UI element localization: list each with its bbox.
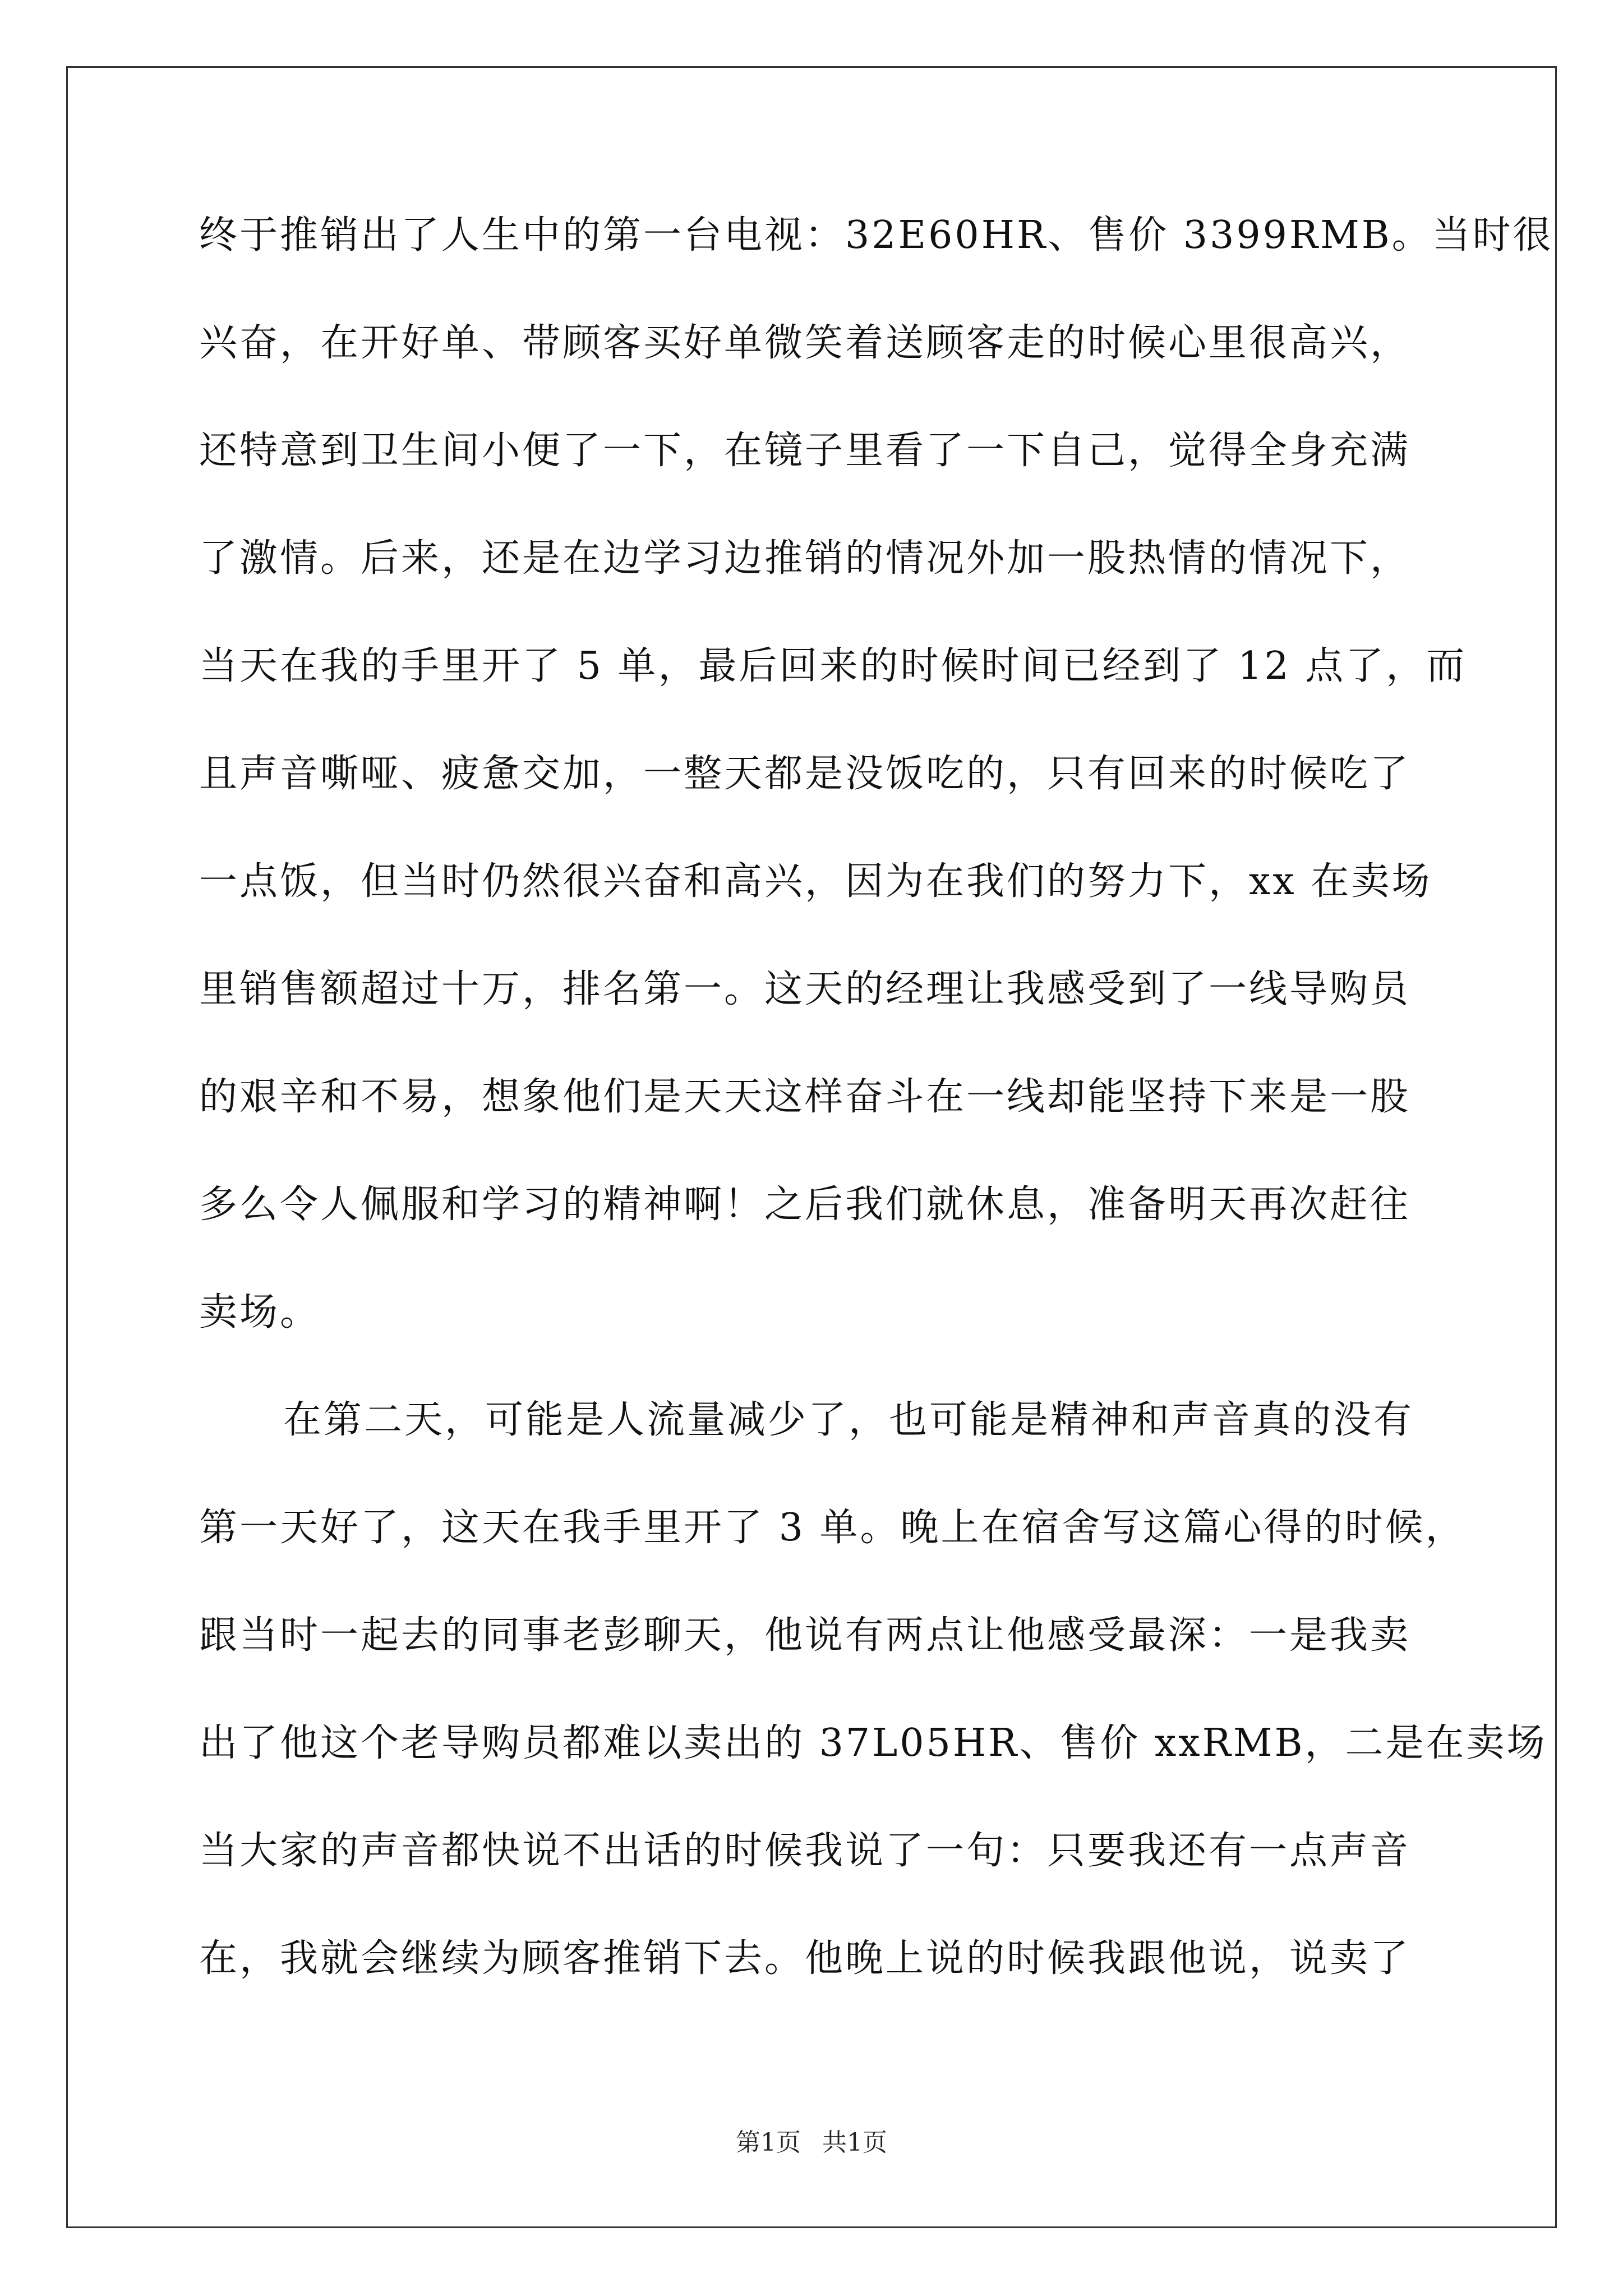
text-line: 的艰辛和不易，想象他们是天天这样奋斗在一线却能坚持下来是一股 (199, 1075, 1411, 1119)
text-line: 跟当时一起去的同事老彭聊天，他说有两点让他感受最深：一是我卖 (199, 1613, 1411, 1658)
text-line: 终于推销出了人生中的第一台电视：32E60HR、售价 3399RMB。当时很 (199, 213, 1553, 257)
text-line: 多么令人佩服和学习的精神啊！之后我们就休息，准备明天再次赶往 (199, 1182, 1411, 1227)
text-line: 出了他这个老导购员都难以卖出的 37L05HR、售价 xxRMB，二是在卖场 (199, 1721, 1547, 1765)
text-line: 了激情。后来，还是在边学习边推销的情况外加一股热情的情况下， (199, 536, 1411, 581)
text-line: 当大家的声音都快说不出话的时候我说了一句：只要我还有一点声音 (199, 1829, 1411, 1873)
text-line: 且声音嘶哑、疲惫交加，一整天都是没饭吃的，只有回来的时候吃了 (199, 752, 1411, 796)
text-line-indented: 在第二天，可能是人流量减少了，也可能是精神和声音真的没有 (283, 1398, 1414, 1442)
page-total: 共1页 (822, 2128, 887, 2157)
text-line: 还特意到卫生间小便了一下，在镜子里看了一下自己，觉得全身充满 (199, 429, 1411, 473)
page-number: 第1页 (736, 2128, 801, 2157)
page-footer (0, 2127, 1623, 2159)
text-line: 一点饭，但当时仍然很兴奋和高兴，因为在我们的努力下，xx 在卖场 (199, 859, 1432, 904)
text-line: 在，我就会继续为顾客推销下去。他晚上说的时候我跟他说，说卖了 (199, 1936, 1411, 1981)
text-line: 第一天好了，这天在我手里开了 3 单。晚上在宿舍写这篇心得的时候， (199, 1506, 1466, 1550)
text-line: 兴奋，在开好单、带顾客买好单微笑着送顾客走的时候心里很高兴， (199, 321, 1411, 365)
text-line: 卖场。 (199, 1290, 321, 1335)
document-body (199, 213, 1553, 2044)
text-line: 里销售额超过十万，排名第一。这天的经理让我感受到了一线导购员 (199, 967, 1411, 1011)
text-line: 当天在我的手里开了 5 单，最后回来的时候时间已经到了 12 点了，而 (199, 644, 1467, 688)
